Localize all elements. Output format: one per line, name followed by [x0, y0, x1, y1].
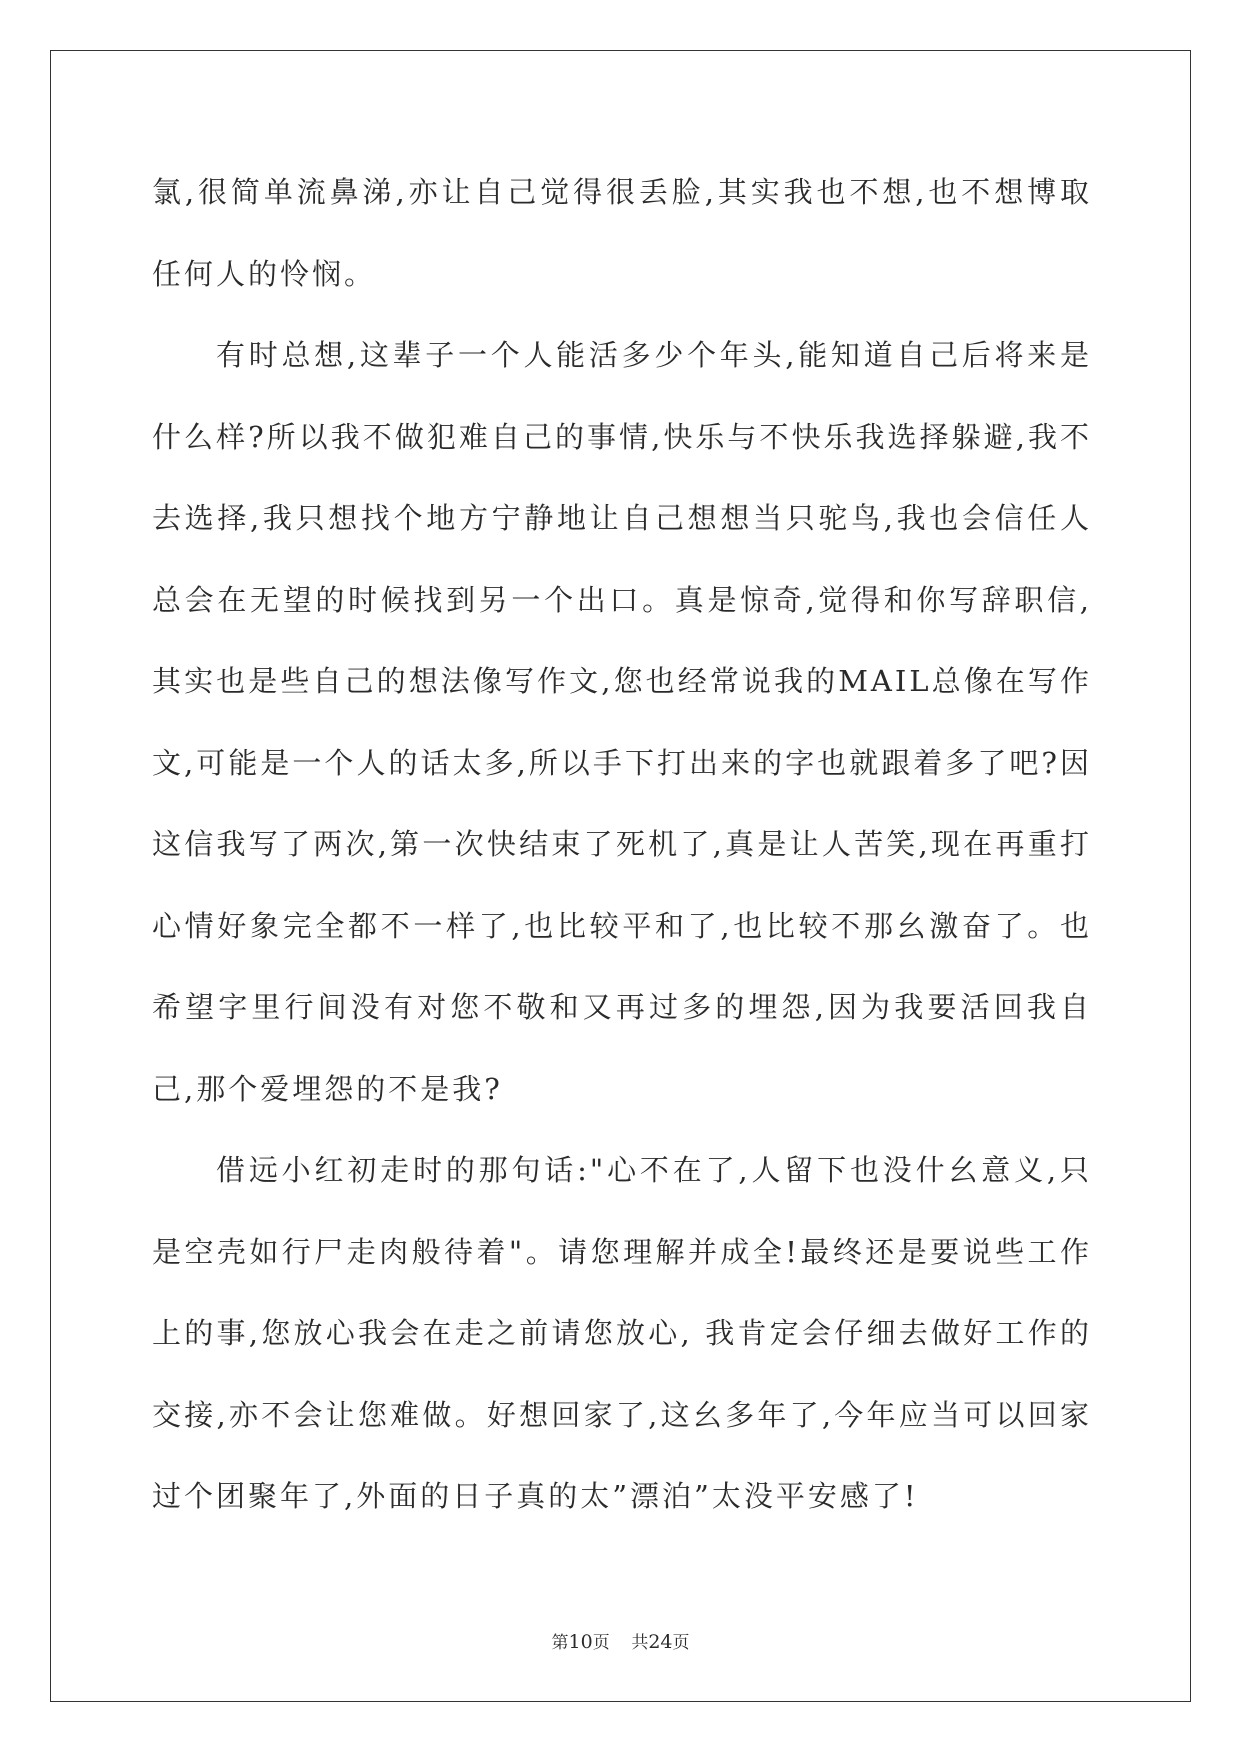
total-suffix: 页 [672, 1633, 690, 1653]
document-body [152, 152, 1092, 1538]
paragraph-1: 氯,很简单流鼻涕,亦让自己觉得很丢脸,其实我也不想,也不想博取任何人的怜悯。 [152, 175, 1092, 291]
page-suffix: 页 [592, 1633, 610, 1653]
page-current: 10 [568, 1631, 593, 1653]
page-prefix: 第 [551, 1633, 569, 1653]
paragraph-2: 有时总想,这辈子一个人能活多少个年头,能知道自己后将来是什么样?所以我不做犯难自己的事情,快乐与不快乐我选择躲避,我不去选择,我只想找个地方宁静地让自己想想当只驼鸟,我也会信任人总会在无望的时候找到另一个出口。真是惊奇,觉得和你写辞职信,其实也是些自己的想法像写作文,您也经常说我的MAIL总像在写作文,可能是一个人的话太多,所以手下打出来的字也就跟着多了吧?因这信我写了两次,第一次快结束了死机了,真是让人苦笑,现在再重打心情好象完全都不一样了,也比较平和了,也比较不那幺激奋了。也希望字里行间没有对您不敬和又再过多的埋怨,因为我要活回我自己,那个爱埋怨的不是我? [152, 338, 1092, 1106]
total-prefix: 共 [631, 1633, 649, 1653]
paragraph-3: 借远小红初走时的那句话:"心不在了,人留下也没什幺意义,只是空壳如行尸走肉般待着"。请您理解并成全!最终还是要说些工作上的事,您放心我会在走之前请您放心, 我肯定会仔细去做好工作的交接,亦不会让您难做。好想回家了,这幺多年了,今年应当可以回家过个团聚年了,外面的日子真的太”漂泊”太没平安感了! [152, 1153, 1092, 1513]
page-total: 24 [648, 1631, 673, 1653]
page-footer [0, 1628, 1241, 1653]
